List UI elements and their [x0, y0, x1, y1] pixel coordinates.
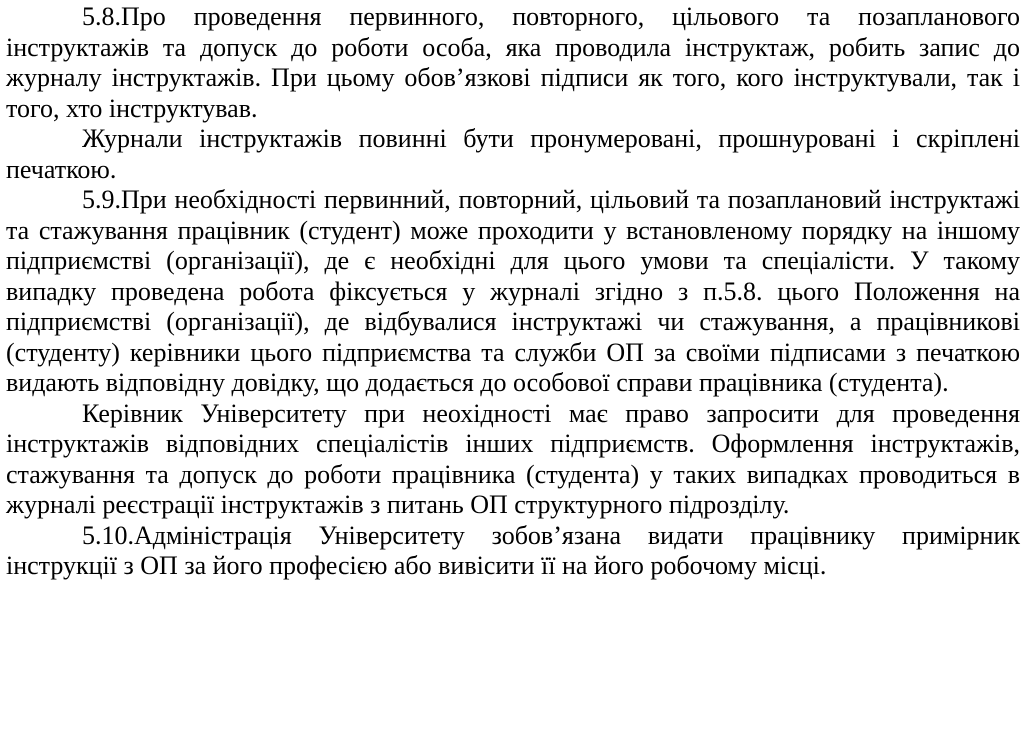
paragraph-5-8: 5.8.Про проведення первинного, повторного, цільового та позапланового інструктажів та допуск до роботи особа, яка проводила інструктаж, робить запис до журналу інструктажів. При цьому обов’язкові підписи як того, кого інструктували, так і того, хто інструктував.: [6, 2, 1020, 123]
paragraph-5-10: 5.10.Адміністрація Університету зобов’язана видати працівнику примірник інструкції з ОП за його професією або вивісити її на його робочому місці.: [6, 520, 1020, 580]
paragraph-5-9: 5.9.При необхідності первинний, повторний, цільовий та позаплановий інструктажі та стажування працівник (студент) може проходити у встановленому порядку на іншому підприємстві (організації), де є необхідні для цього умови та спеціалісти. У такому випадку проведена робота фіксується у журналі згідно з п.5.8. цього Положення на підприємстві (організації), де відбувалися інструктажі чи стажування, а працівникові (студенту) керівники цього підприємства та служби ОП за своїми підписами з печаткою видають відповідну довідку, що додається до особової справи працівника (студента).: [6, 185, 1020, 397]
paragraph-journals: Журнали інструктажів повинні бути пронумеровані, прошнуровані і скріплені печаткою.: [6, 124, 1020, 184]
paragraph-university-head: Керівник Університету при неохідності має право запросити для проведення інструктажів відповідних спеціалістів інших підприємств. Оформлення інструктажів, стажування та допуск до роботи працівника (студента) у таких випадках проводиться в журналі реєстрації інструктажів з питань ОП структурного підрозділу.: [6, 398, 1020, 519]
